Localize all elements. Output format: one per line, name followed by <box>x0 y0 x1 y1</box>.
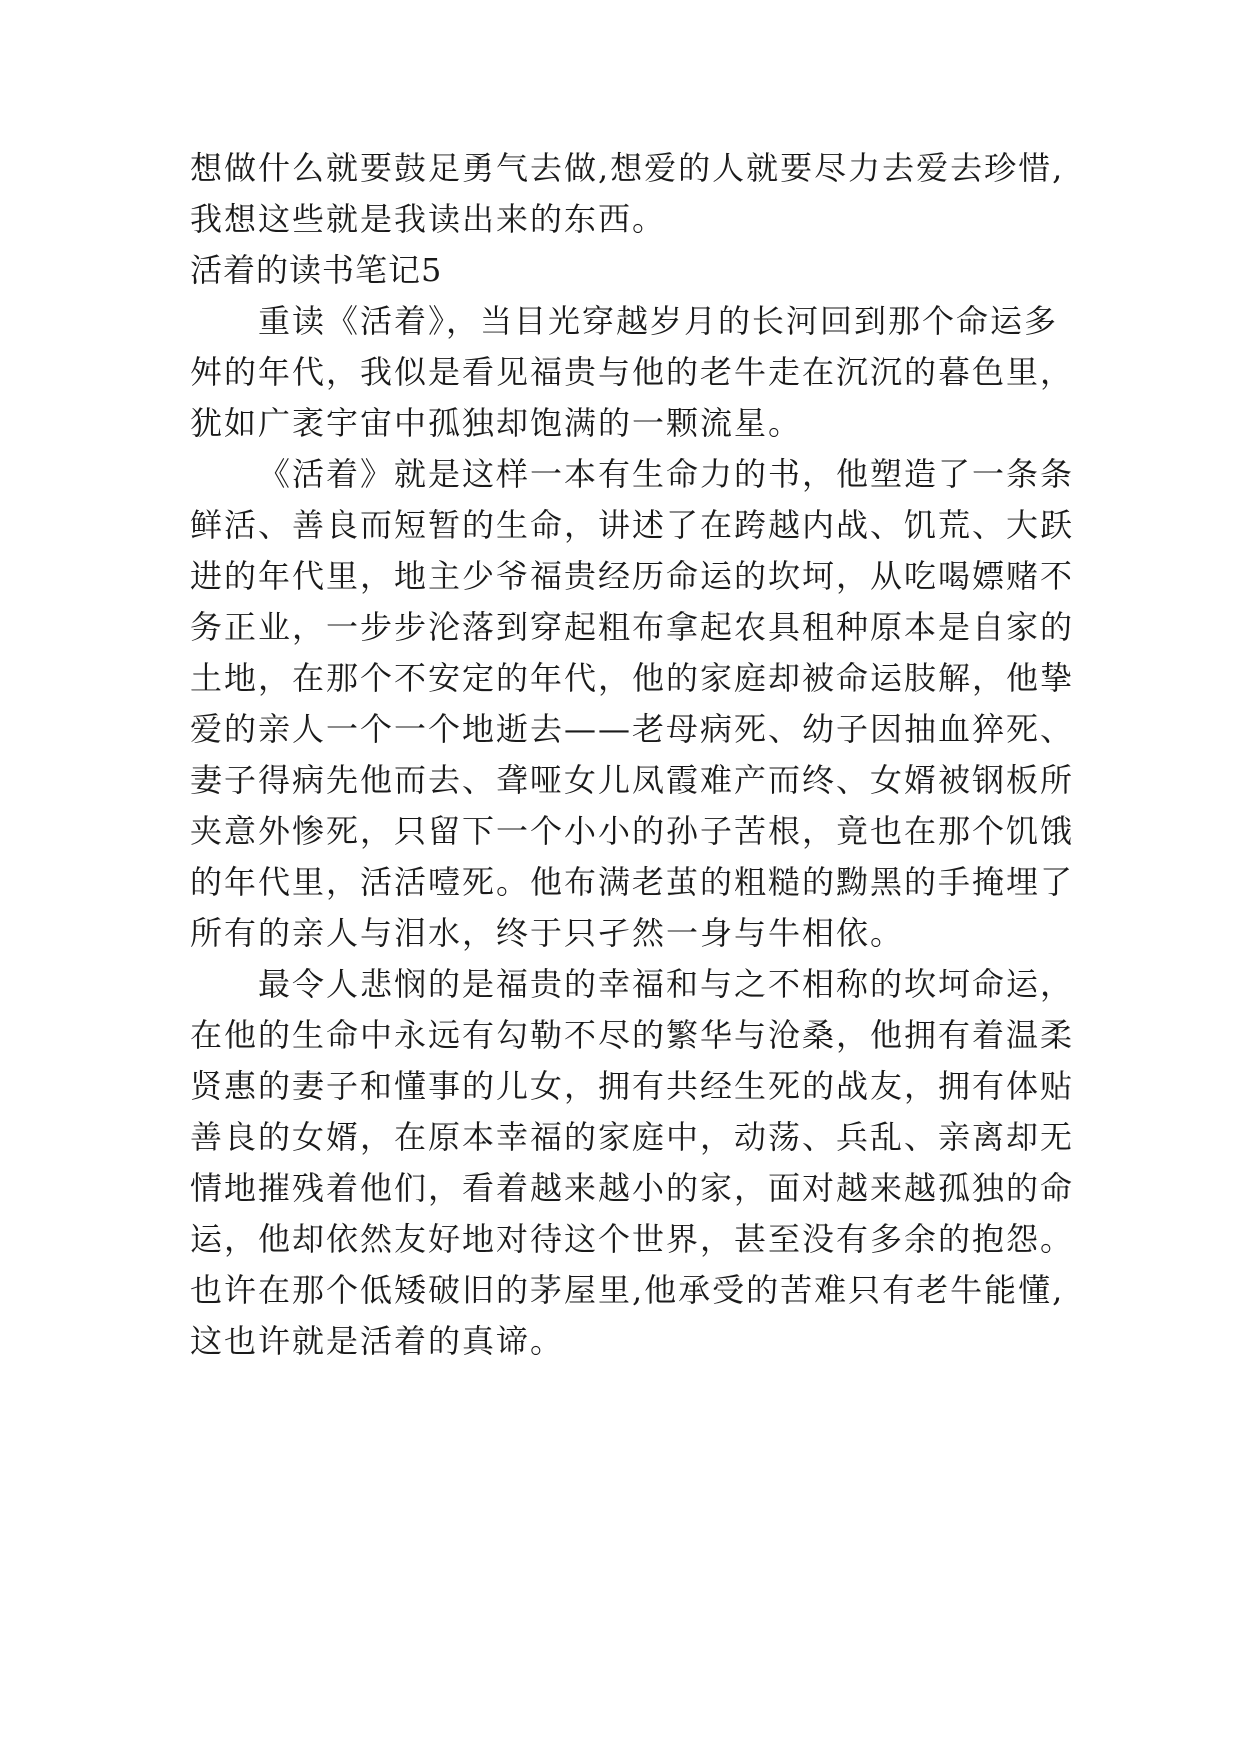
paragraph-line: 爱的亲人一个一个地逝去——老母病死、幼子因抽血猝死、 <box>190 710 1075 748</box>
paragraph-line: 在他的生命中永远有勾勒不尽的繁华与沧桑，他拥有着温柔 <box>190 1016 1075 1054</box>
paragraph-line: 所有的亲人与泪水，终于只孑然一身与牛相依。 <box>190 914 905 952</box>
intro-line: 我想这些就是我读出来的东西。 <box>190 200 667 238</box>
paragraph-line: 情地摧残着他们，看着越来越小的家，面对越来越孤独的命 <box>190 1169 1075 1207</box>
paragraph-line: 妻子得病先他而去、聋哑女儿凤霞难产而终、女婿被钢板所 <box>190 761 1075 799</box>
paragraph-line: 进的年代里，地主少爷福贵经历命运的坎坷，从吃喝嫖赌不 <box>190 557 1075 595</box>
paragraph-line: 犹如广袤宇宙中孤独却饱满的一颗流星。 <box>190 404 803 442</box>
paragraph-line: 土地，在那个不安定的年代，他的家庭却被命运肢解，他挚 <box>190 659 1075 697</box>
paragraph-line: 务正业，一步步沦落到穿起粗布拿起农具租种原本是自家的 <box>190 608 1075 646</box>
paragraph-line: 重读《活着》，当目光穿越岁月的长河回到那个命运多 <box>258 302 1059 340</box>
intro-line: 想做什么就要鼓足勇气去做,想爱的人就要尽力去爱去珍惜, <box>190 149 1065 187</box>
paragraph-line: 的年代里，活活噎死。他布满老茧的粗糙的黝黑的手掩埋了 <box>190 863 1075 901</box>
paragraph-line: 夹意外惨死，只留下一个小小的孙子苦根，竟也在那个饥饿 <box>190 812 1075 850</box>
paragraph-line: 最令人悲悯的是福贵的幸福和与之不相称的坎坷命运， <box>258 965 1075 1003</box>
paragraph-line: 善良的女婿，在原本幸福的家庭中，动荡、兵乱、亲离却无 <box>190 1118 1075 1156</box>
paragraph-line: 鲜活、善良而短暂的生命，讲述了在跨越内战、饥荒、大跃 <box>190 506 1075 544</box>
paragraph-line: 这也许就是活着的真谛。 <box>190 1322 565 1360</box>
paragraph-line: 舛的年代，我似是看见福贵与他的老牛走在沉沉的暮色里， <box>190 353 1075 391</box>
paragraph-line: 也许在那个低矮破旧的茅屋里,他承受的苦难只有老牛能懂, <box>190 1271 1065 1309</box>
section-title: 活着的读书笔记5 <box>190 251 443 289</box>
paragraph-line: 贤惠的妻子和懂事的儿女，拥有共经生死的战友，拥有体贴 <box>190 1067 1075 1105</box>
paragraph-line: 运，他却依然友好地对待这个世界，甚至没有多余的抱怨。 <box>190 1220 1075 1258</box>
paragraph-line: 《活着》就是这样一本有生命力的书，他塑造了一条条 <box>258 455 1075 493</box>
